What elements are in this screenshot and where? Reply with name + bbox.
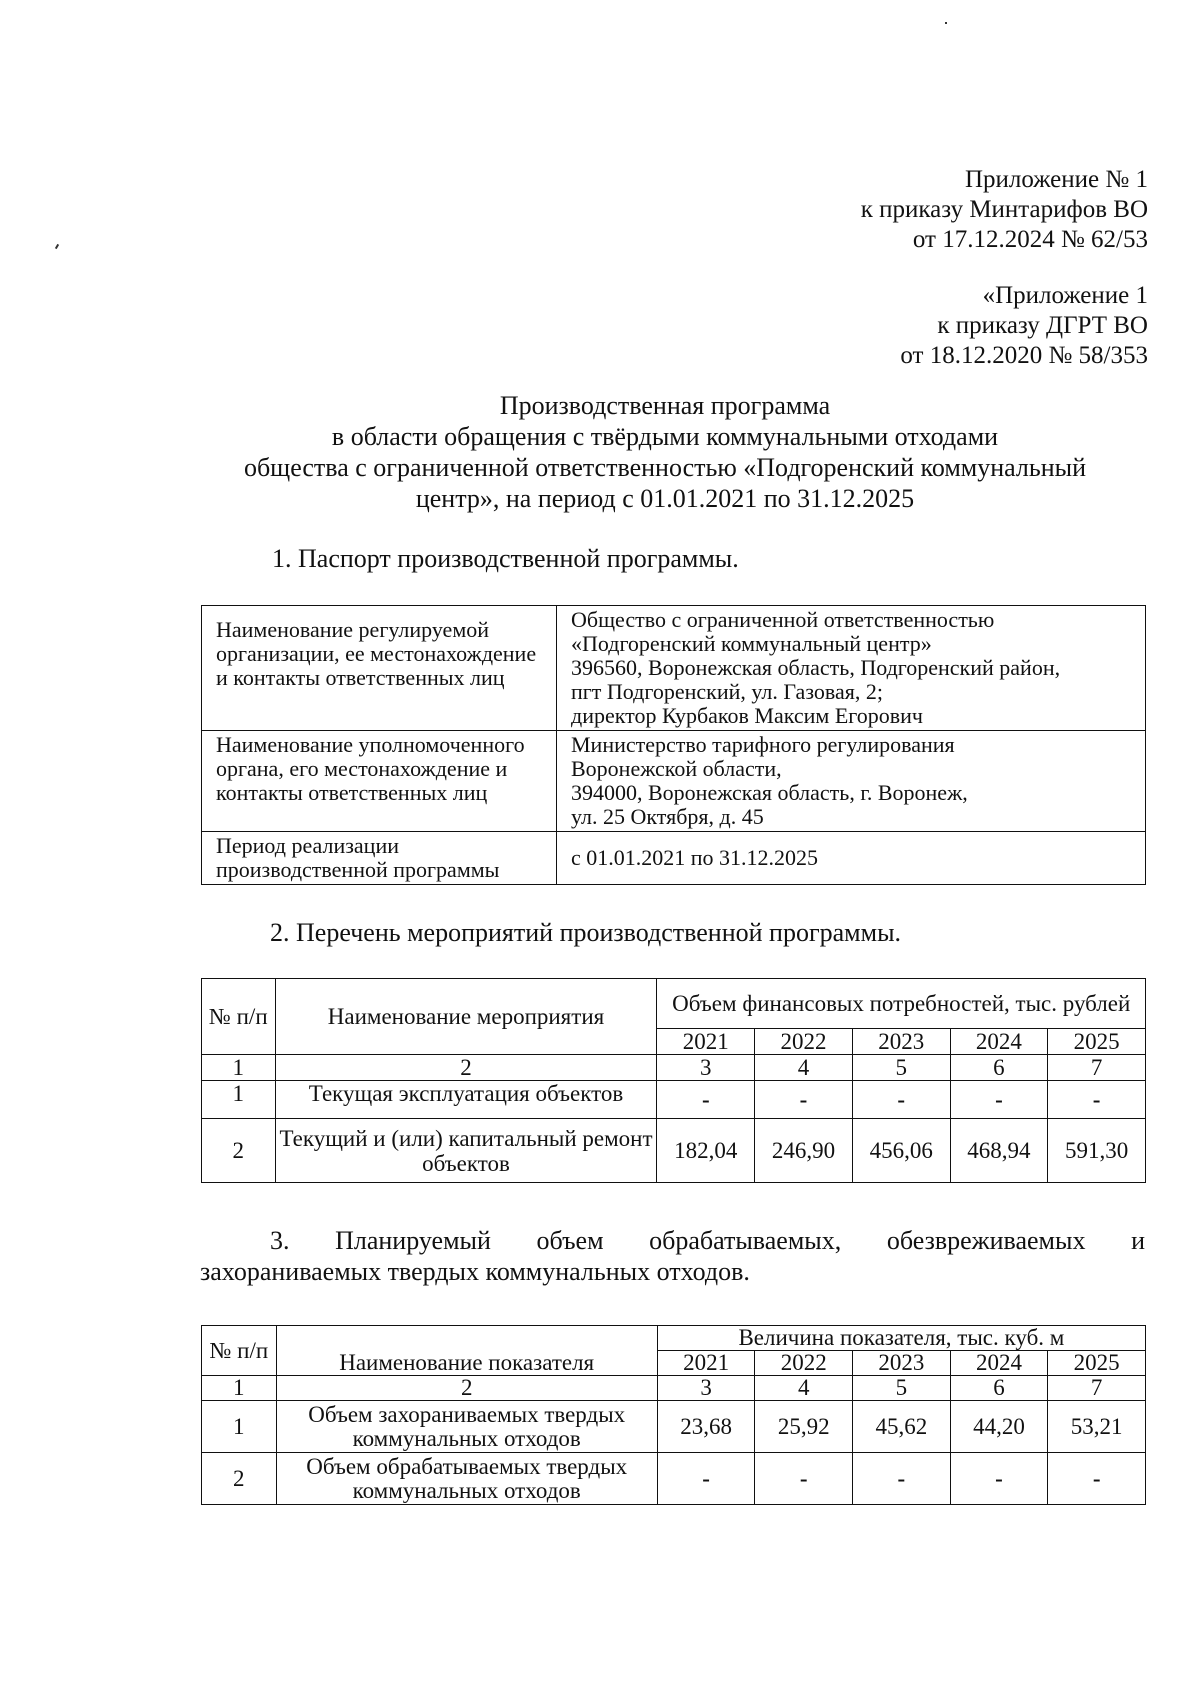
index-cell: 3 <box>657 1376 755 1401</box>
header-year: 2025 <box>1048 1029 1146 1055</box>
approval-line: от 18.12.2020 № 58/353 <box>900 342 1148 369</box>
approval-line: к приказу Минтарифов ВО <box>860 196 1148 223</box>
row-num: 1 <box>202 1081 276 1119</box>
value-line: ул. 25 Октября, д. 45 <box>571 804 764 829</box>
title-line: общества с ограниченной ответственностью «Подгоренский коммунальный <box>243 453 1087 482</box>
value-cell: - <box>1048 1453 1146 1505</box>
activities-table <box>201 978 1146 1183</box>
title-line: Производственная программа <box>499 391 831 420</box>
header-group: Объем финансовых потребностей, тыс. рублей <box>657 979 1146 1029</box>
section-1-heading: 1. Паспорт производственной программы. <box>272 544 739 573</box>
passport-label: Период реализации производственной программы <box>202 832 557 885</box>
value-cell: - <box>950 1081 1048 1119</box>
value-cell: 45,62 <box>853 1401 951 1453</box>
value-line: с 01.01.2021 по 31.12.2025 <box>571 845 819 870</box>
value-cell: - <box>657 1453 755 1505</box>
row-num: 2 <box>202 1453 277 1505</box>
table-row <box>202 606 1146 731</box>
index-cell: 7 <box>1048 1055 1146 1081</box>
section-3-heading-line: 3. Планируемый объем обрабатываемых, обезвреживаемых и <box>270 1226 1145 1255</box>
header-num: № п/п <box>202 979 276 1055</box>
value-line: Общество с ограниченной ответственностью <box>571 607 995 632</box>
table-row <box>202 1401 1146 1453</box>
index-cell: 4 <box>755 1376 853 1401</box>
index-cell: 4 <box>755 1055 853 1081</box>
header-year: 2024 <box>950 1351 1048 1376</box>
passport-label: Наименование уполномоченного органа, его местонахождение и контакты ответственных лиц <box>202 731 557 832</box>
row-num: 1 <box>202 1401 277 1453</box>
value-cell: 25,92 <box>755 1401 853 1453</box>
row-name: Текущая эксплуатация объектов <box>275 1081 657 1119</box>
header-year: 2022 <box>755 1029 853 1055</box>
table-row <box>202 1081 1146 1119</box>
value-cell: 456,06 <box>852 1119 950 1183</box>
value-cell: - <box>657 1081 755 1119</box>
header-year: 2025 <box>1048 1351 1146 1376</box>
header-year: 2021 <box>657 1351 755 1376</box>
header-group: Величина показателя, тыс. куб. м <box>657 1326 1145 1351</box>
value-line: пгт Подгоренский, ул. Газовая, 2; <box>571 679 883 704</box>
value-line: 394000, Воронежская область, г. Воронеж, <box>571 780 968 805</box>
value-cell: - <box>1048 1081 1146 1119</box>
row-name: Объем обрабатываемых твердых коммунальных отходов <box>276 1453 657 1505</box>
table-index-row <box>202 1055 1146 1081</box>
header-year: 2022 <box>755 1351 853 1376</box>
value-cell: 468,94 <box>950 1119 1048 1183</box>
header-num: № п/п <box>202 1326 277 1376</box>
approval-stamp-current <box>861 165 1148 255</box>
passport-label: Наименование регулируемой организации, ее местонахождение и контакты ответственных лиц <box>202 606 557 731</box>
value-line: Министерство тарифного регулирования <box>571 732 955 757</box>
value-cell: 53,21 <box>1048 1401 1146 1453</box>
value-cell: - <box>755 1453 853 1505</box>
document-title <box>190 390 1140 514</box>
header-name: Наименование мероприятия <box>275 979 657 1055</box>
value-cell: - <box>852 1081 950 1119</box>
value-cell: 591,30 <box>1048 1119 1146 1183</box>
passport-table <box>201 605 1146 885</box>
index-cell: 6 <box>950 1055 1048 1081</box>
section-3-heading-line: захораниваемых твердых коммунальных отходов. <box>200 1257 750 1286</box>
index-cell: 1 <box>202 1376 277 1401</box>
index-cell: 1 <box>202 1055 276 1081</box>
title-line: центр», на период с 01.01.2021 по 31.12.2025 <box>415 484 915 513</box>
index-cell: 5 <box>852 1055 950 1081</box>
table-row <box>202 1119 1146 1183</box>
waste-volume-table <box>201 1325 1146 1505</box>
section-2-heading: 2. Перечень мероприятий производственной программы. <box>270 918 902 947</box>
title-line: в области обращения с твёрдыми коммунальными отходами <box>331 422 999 451</box>
value-cell: 44,20 <box>950 1401 1048 1453</box>
index-cell: 5 <box>853 1376 951 1401</box>
table-header-row <box>202 979 1146 1029</box>
approval-line: от 17.12.2024 № 62/53 <box>912 226 1148 253</box>
value-line: «Подгоренский коммунальный центр» <box>571 631 932 656</box>
value-line: 396560, Воронежская область, Подгоренский район, <box>571 655 1061 680</box>
value-cell: - <box>950 1453 1048 1505</box>
approval-line: к приказу ДГРТ ВО <box>937 312 1148 339</box>
table-header-row <box>202 1326 1146 1351</box>
index-cell: 7 <box>1048 1376 1146 1401</box>
row-name: Текущий и (или) капитальный ремонт объектов <box>275 1119 657 1183</box>
passport-value <box>557 606 1146 731</box>
value-line: Воронежской области, <box>571 756 782 781</box>
header-name: Наименование показателя <box>276 1326 657 1376</box>
section-3-heading <box>200 1225 1145 1287</box>
header-year: 2021 <box>657 1029 755 1055</box>
value-cell: 246,90 <box>755 1119 853 1183</box>
index-cell: 2 <box>275 1055 657 1081</box>
row-name: Объем захораниваемых твердых коммунальных отходов <box>276 1401 657 1453</box>
value-cell: 23,68 <box>657 1401 755 1453</box>
scan-speck <box>55 244 59 249</box>
passport-value <box>557 731 1146 832</box>
value-cell: - <box>755 1081 853 1119</box>
header-year: 2024 <box>950 1029 1048 1055</box>
row-num: 2 <box>202 1119 276 1183</box>
table-row <box>202 1453 1146 1505</box>
header-year: 2023 <box>852 1029 950 1055</box>
header-year: 2023 <box>853 1351 951 1376</box>
value-cell: - <box>853 1453 951 1505</box>
index-cell: 3 <box>657 1055 755 1081</box>
index-cell: 6 <box>950 1376 1048 1401</box>
value-cell: 182,04 <box>657 1119 755 1183</box>
scan-speck <box>945 22 947 24</box>
index-cell: 2 <box>276 1376 657 1401</box>
approval-line: «Приложение 1 <box>982 282 1148 309</box>
approval-stamp-original <box>900 281 1148 371</box>
passport-value <box>557 832 1146 885</box>
table-row <box>202 731 1146 832</box>
value-line: директор Курбаков Максим Егорович <box>571 703 923 728</box>
approval-line: Приложение № 1 <box>964 166 1148 193</box>
table-row <box>202 832 1146 885</box>
table-index-row <box>202 1376 1146 1401</box>
